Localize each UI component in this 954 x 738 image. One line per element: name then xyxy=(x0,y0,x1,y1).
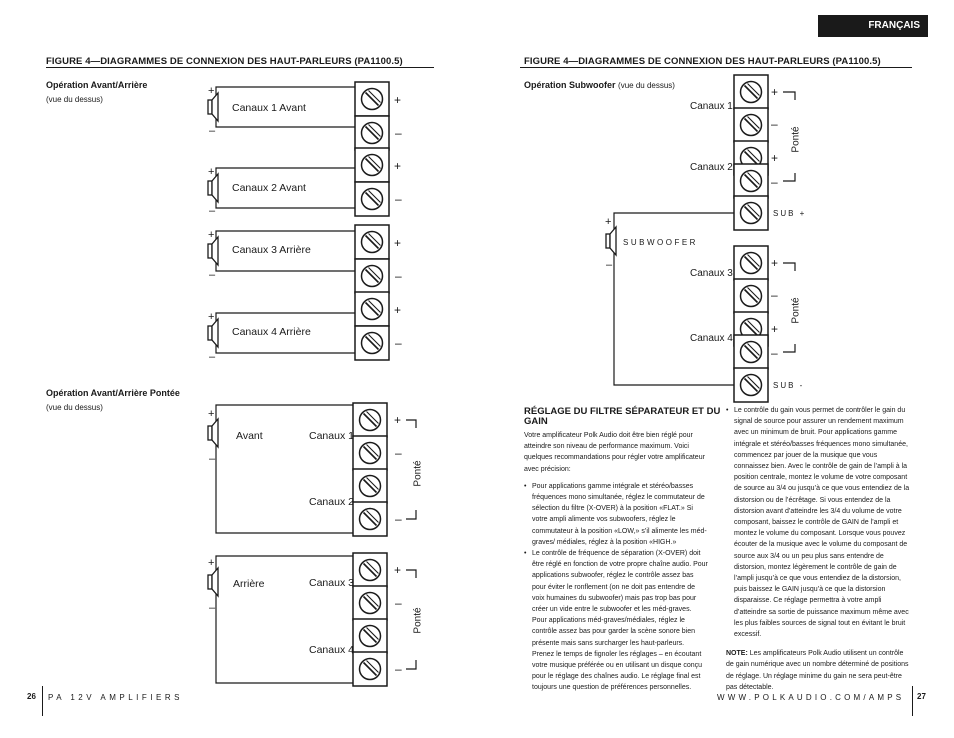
svg-text:–: – xyxy=(606,259,613,271)
terminal-screw xyxy=(353,469,387,503)
terminal-strip-right xyxy=(734,75,768,402)
svg-text:+: + xyxy=(394,303,402,317)
terminal-screw xyxy=(355,82,389,116)
speaker-icon xyxy=(208,319,218,347)
terminal-screw xyxy=(353,553,387,587)
sub-minus-label: SUB - xyxy=(773,381,805,390)
svg-text:–: – xyxy=(771,346,778,360)
svg-text:–: – xyxy=(209,602,216,614)
list-item: • Le contrôle du gain vous permet de contrôler le gain du signal de source pour assurer un rendement maximum avec un minimum de bruit. Pour applications gamme intégrale et stéréo/basses fréquences mono simultanée, commencez par jouer de la musique que vous connaissez bien. Avec le contrôle de gain de l’ampli à la position centrale, montez le volume de votre composant de source au 3/4 ou jusqu’à ce que vous entendiez de la distorsion ou de l’écrêtage. Si vous entendez de la distorsion avant d’atteindre les 3/4 du volume de votre composant, baissez le contrôle de GAIN de l’ampli et montez le volume du composant. Lorsque vous pouvez écouter de la musique avec le volume du composant de source aux 3/4 ou un peu plus sans entendre de distorsion, montez légèrement le contrôle de gain de l’ampli jusqu’à ce que vous entendiez de la distorsion, puis baissez le GAIN jusqu’à ce que la distorsion disparaisse. Ce réglage permettra à votre ampli d’atteindre sa sortie de puissance maximum même avec les plus faibles sources de signal tout en évitant le bruit excessif. xyxy=(726,405,912,640)
channel-label: Canaux 3 Arrière xyxy=(232,244,311,256)
footer-right: WWW.POLKAUDIO.COM/AMPS xyxy=(717,693,905,702)
svg-text:+: + xyxy=(771,85,779,99)
bridged-label: Ponté xyxy=(412,460,424,487)
svg-text:+: + xyxy=(394,159,402,173)
svg-text:+: + xyxy=(605,216,612,228)
terminal-screw xyxy=(355,148,389,182)
note-text: Les amplificateurs Polk Audio utilisent un contrôle de gain numérique avec un nombre déterminé de positions de réglage. Un réglage minime du gain ne sera peut-être pas détectable. xyxy=(726,650,909,691)
svg-text:–: – xyxy=(209,453,216,465)
bridged-label: Ponté xyxy=(790,126,802,153)
svg-text:+: + xyxy=(394,236,402,250)
svg-text:+: + xyxy=(394,93,402,107)
footer-left: PA 12V AMPLIFIERS xyxy=(48,693,183,702)
channel-label: Canaux 3 xyxy=(309,577,354,589)
channel-label: Canaux 2 xyxy=(690,162,733,173)
subwoofer-label: SUBWOOFER xyxy=(623,238,698,247)
terminal-screw xyxy=(734,335,768,369)
intro-paragraph: Votre amplificateur Polk Audio doit être bien réglé pour atteindre son niveau de performance maximum. Voici quelques recommandations pour régler votre amplificateur avec précision: xyxy=(524,432,705,473)
left-figure-title: FIGURE 4—DIAGRAMMES DE CONNEXION DES HAUT-PARLEURS (PA1100.5) xyxy=(46,56,403,67)
footer-divider xyxy=(42,686,43,716)
terminal-screw xyxy=(355,182,389,216)
terminal-screw xyxy=(355,259,389,293)
subwoofer-icon xyxy=(606,227,616,255)
svg-text:–: – xyxy=(395,192,402,206)
svg-text:–: – xyxy=(209,351,216,363)
language-badge: FRANÇAIS xyxy=(818,15,928,37)
svg-text:+: + xyxy=(208,557,215,569)
left-section1-title: Opération Avant/Arrière xyxy=(46,80,148,90)
terminal-screw xyxy=(353,502,387,536)
terminal-screw xyxy=(355,326,389,360)
terminal-screw xyxy=(355,225,389,259)
terminal-screw xyxy=(734,75,768,109)
subwoofer-subtitle: (vue du dessus) xyxy=(618,81,675,90)
terminal-screw xyxy=(734,196,768,230)
svg-text:–: – xyxy=(209,269,216,281)
list-item: • Pour applications gamme intégrale et stéréo/basses fréquences mono simultanée, réglez le commutateur de sélection du filtre (X-OVER) à la position «FLAT.» Si votre ampli alimente vos subwoofers, réglez le commutateur à la position «LOW,» s’il alimente les méd-graves/ médiales, réglez à la position «HIGH.» xyxy=(524,481,708,548)
svg-text:+: + xyxy=(208,166,215,178)
terminal-screw xyxy=(734,279,768,313)
svg-text:–: – xyxy=(771,175,778,189)
speaker-label: Avant xyxy=(236,430,263,442)
crossover-gain-heading: RÉGLAGE DU FILTRE SÉPARATEUR ET DU GAIN xyxy=(524,406,721,427)
terminal-strip-left-1 xyxy=(355,82,389,360)
sub-plus-label: SUB + xyxy=(773,209,807,218)
channel-label: Canaux 1 xyxy=(690,101,733,112)
terminal-screw xyxy=(734,246,768,280)
svg-text:+: + xyxy=(771,322,779,336)
channel-label: Canaux 4 xyxy=(309,644,354,656)
left-section1-subtitle: (vue du dessus) xyxy=(46,95,103,104)
speaker-icon xyxy=(208,174,218,202)
speaker-icon xyxy=(208,568,218,596)
right-figure-title: FIGURE 4—DIAGRAMMES DE CONNEXION DES HAUT-PARLEURS (PA1100.5) xyxy=(524,56,881,67)
channel-label: Canaux 1 Avant xyxy=(232,102,306,114)
svg-text:–: – xyxy=(395,512,402,526)
channel-label: Canaux 2 Avant xyxy=(232,182,306,194)
svg-text:–: – xyxy=(771,288,778,302)
svg-text:–: – xyxy=(395,336,402,350)
terminal-screw xyxy=(353,619,387,653)
svg-text:+: + xyxy=(208,229,215,241)
svg-text:–: – xyxy=(209,125,216,137)
svg-text:+: + xyxy=(394,563,402,577)
text-column-2 xyxy=(726,405,912,699)
svg-text:–: – xyxy=(395,662,402,676)
page-number-left: 26 xyxy=(27,692,36,701)
speaker-icon xyxy=(208,419,218,447)
page-number-right: 27 xyxy=(917,692,926,701)
svg-text:–: – xyxy=(395,269,402,283)
terminal-screw xyxy=(353,652,387,686)
terminal-screw xyxy=(353,403,387,437)
terminal-strip-left-2 xyxy=(353,403,387,686)
svg-text:+: + xyxy=(771,151,779,165)
svg-text:–: – xyxy=(395,596,402,610)
channel-label: Canaux 3 xyxy=(690,268,733,279)
svg-text:–: – xyxy=(395,446,402,460)
speaker-icon xyxy=(208,93,218,121)
terminal-screw xyxy=(355,116,389,150)
terminal-screw xyxy=(353,436,387,470)
svg-text:+: + xyxy=(394,413,402,427)
terminal-screw xyxy=(734,368,768,402)
svg-text:–: – xyxy=(395,126,402,140)
subwoofer-title-text: Opération Subwoofer xyxy=(524,80,616,90)
speaker-icon xyxy=(208,237,218,265)
svg-text:–: – xyxy=(771,117,778,131)
svg-text:+: + xyxy=(208,311,215,323)
list-item: • Le contrôle de fréquence de séparation (X-OVER) doit être réglé en fonction de votre propre chaîne audio. Pour applications subwoofer, réglez le contrôle assez bas pour éviter le ronflement (on ne doit pas entendre de voix humaines du subwoofer) mais pas trop bas pour créer un vide entre le subwoofer et les méd-graves. Pour applications méd-graves/médiales, réglez le contrôle assez bas pour garder la scène sonore bien présente mais sans surcharger les haut-parleurs. Prenez le temps de fignoler les réglages – en écoutant votre musique préférée ou en utilisant un disque conçu pour le réglage des chaînes audio. Le réglage final est toujours une question de préférences personnelles. xyxy=(524,548,708,694)
bridged-label: Ponté xyxy=(790,297,802,324)
terminal-screw xyxy=(734,164,768,198)
note-paragraph xyxy=(726,648,912,693)
svg-text:+: + xyxy=(771,256,779,270)
text-column-1 xyxy=(524,430,708,694)
note-label: NOTE: xyxy=(726,650,748,658)
terminal-screw xyxy=(355,292,389,326)
bridged-label: Ponté xyxy=(412,607,424,634)
terminal-screw xyxy=(734,108,768,142)
channel-label: Canaux 4 Arrière xyxy=(232,326,311,338)
left-section2-subtitle: (vue du dessus) xyxy=(46,403,103,412)
left-section2-title: Opération Avant/Arrière Pontée xyxy=(46,388,180,398)
svg-text:–: – xyxy=(209,205,216,217)
svg-text:+: + xyxy=(208,85,215,97)
channel-label: Canaux 4 xyxy=(690,333,733,344)
footer-divider xyxy=(912,686,913,716)
channel-label: Canaux 2 xyxy=(309,496,354,508)
svg-text:+: + xyxy=(208,408,215,420)
channel-label: Canaux 1 xyxy=(309,430,354,442)
terminal-screw xyxy=(353,586,387,620)
speaker-label: Arrière xyxy=(233,578,265,590)
